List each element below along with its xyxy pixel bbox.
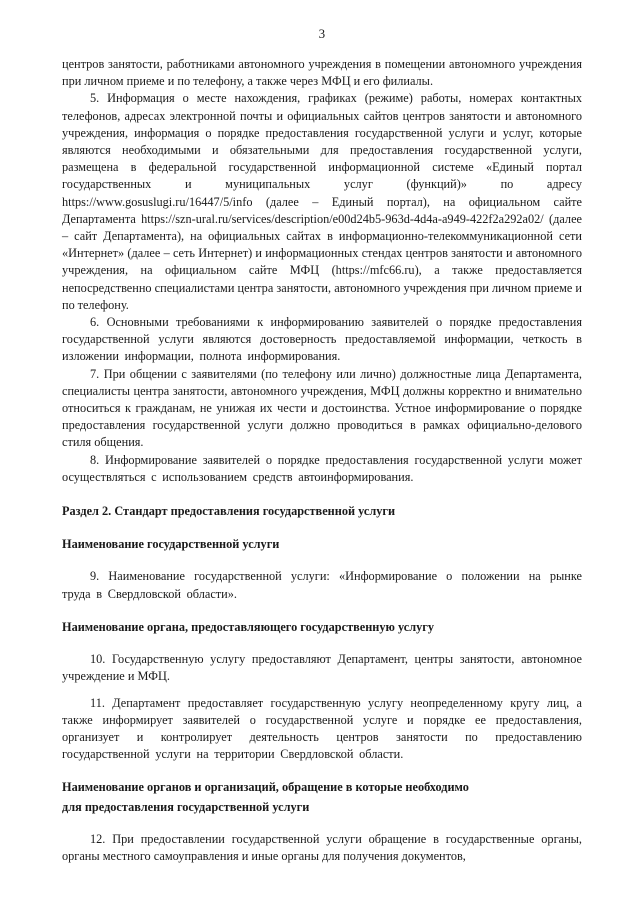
paragraph-9: 9. Наименование государственной услуги: «Информирование о положении на рынке труда в Свердловской области». xyxy=(62,569,582,601)
subheading-organizations-line1: Наименование органов и организаций, обращение в которые необходимо xyxy=(62,780,469,795)
paragraph-11: 11. Департамент предоставляет государственную услугу неопределенному кругу лиц, а также информирует заявителей о государственной услуге и порядке ее предоставления, организует и контролирует деятельность центров занятости по предоставлению государственной услуги на территории Свердловской области. xyxy=(62,695,582,762)
subheading-service-name: Наименование государственной услуги xyxy=(62,537,280,552)
document-body xyxy=(62,56,582,865)
section-heading: Раздел 2. Стандарт предоставления государственной услуги xyxy=(62,504,396,519)
paragraph-10: 10. Государственную услугу предоставляют Департамент, центры занятости, автономное учреждение и МФЦ. xyxy=(62,652,582,684)
subheading-providing-body: Наименование органа, предоставляющего государственную услугу xyxy=(62,619,435,634)
paragraph-8: 8. Информирование заявителей о порядке предоставления государственной услуги может осуществляться с использованием средств автоинформирования. xyxy=(62,452,582,484)
paragraph-5: 5. Информация о месте нахождения, графиках (режиме) работы, номерах контактных телефонов, адресах электронной почты и официальных сайтов центров занятости и автономного учреждения, информация о порядке предоставления государственной услуги и услуг, которые являются необходимыми и обязательными для предоставления государственной услуги, размещена в федеральной государственной информационной системе «Единый портал государственных и муниципальных услуг (функций)» по адресу https://www.gosuslugi.ru/16447/5/info (далее – Единый портал), на официальном сайте Департамента https://szn-ural.ru/services/description/e00d24b5-963d-4d4a-a949-422f2a292a02/ (далее – сайт Департамента), на официальных сайтах в информационно-телекоммуникационной сети «Интернет» (далее – сеть Интернет) и информационных стендах центров занятости и автономного учреждения, на официальном сайте МФЦ (https://mfc66.ru), а также предоставляется непосредственно специалистами центра занятости, автономного учреждения при личном приеме и по телефону. xyxy=(62,91,582,312)
paragraph-12: 12. При предоставлении государственной услуги обращение в государственные органы, органы местного самоуправления и иные органы для получения документов, xyxy=(62,831,582,863)
subheading-organizations-line2: для предоставления государственной услуги xyxy=(62,799,310,814)
paragraph-6: 6. Основными требованиями к информированию заявителей о порядке предоставления государственной услуги являются достоверность предоставляемой информации, четкость в изложении информации, полнота информирования. xyxy=(62,315,582,364)
page-number: 3 xyxy=(318,26,326,41)
paragraph-7: 7. При общении с заявителями (по телефону или лично) должностные лица Департамента, специалисты центра занятости, автономного учреждения, МФЦ должны корректно и внимательно относиться к гражданам, не унижая их чести и достоинства. Устное информирование о порядке предоставления государственной услуги должно проводиться в рамках официально-делового стиля общения. xyxy=(62,366,582,450)
paragraph-continued: центров занятости, работниками автономного учреждения в помещении автономного учреждения при личном приеме и по телефону, а также через МФЦ и его филиалы. xyxy=(62,57,582,89)
